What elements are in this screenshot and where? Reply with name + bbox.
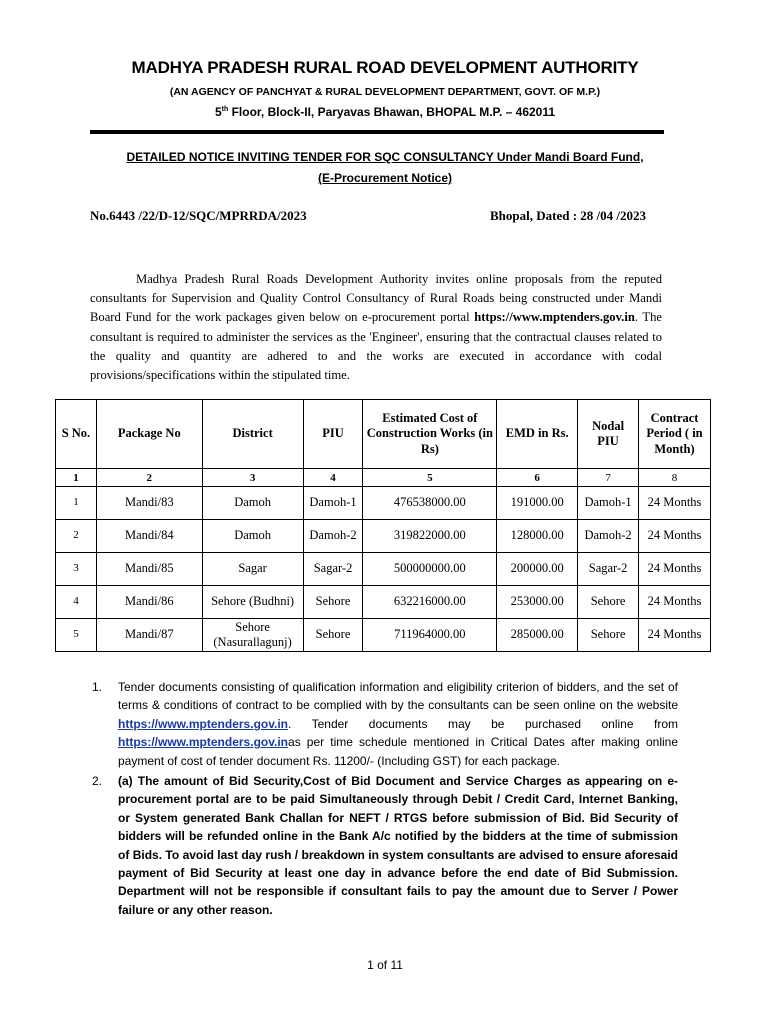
list-item-number: 1.: [92, 680, 103, 694]
tenders-portal-link[interactable]: https://www.mptenders.gov.in: [118, 716, 289, 731]
cell-nodal-piu: Sehore: [578, 619, 639, 652]
table-header-row: [56, 400, 711, 469]
cell-estimated-cost: 476538000.00: [363, 487, 497, 520]
cell-district: Sehore (Budhni): [202, 586, 303, 619]
column-number: 7: [578, 469, 639, 487]
column-number: 5: [363, 469, 497, 487]
notice-title: DETAILED NOTICE INVITING TENDER FOR SQC CONSULTANCY Under Mandi Board Fund,: [126, 150, 644, 164]
header-divider: [90, 130, 664, 134]
header-s-no: S No.: [56, 400, 97, 469]
table-numbering-row: [56, 469, 711, 487]
list-item-number: 2.: [92, 774, 103, 788]
column-number: 8: [639, 469, 711, 487]
list-item-text: [118, 678, 678, 770]
cell-nodal-piu: Sehore: [578, 586, 639, 619]
cell-emd: 285000.00: [497, 619, 578, 652]
reference-number: No.6443 /22/D-12/SQC/MPRRDA/2023: [90, 208, 307, 223]
cell-emd: 200000.00: [497, 553, 578, 586]
cell-s-no: 1: [56, 487, 97, 520]
intro-text-before: Madhya Pradesh Rural Roads Development Authority invites online proposals from the reputed consultants for Supervision and Quality Control Consultancy of Rural Roads being constructed under Mandi Board Fund for the work packages given below on e-procurement portal: [90, 272, 662, 325]
cell-estimated-cost: 711964000.00: [363, 619, 497, 652]
authority-address: [0, 105, 770, 119]
cell-package-no: Mandi/84: [96, 520, 202, 553]
item-text-a: Tender documents consisting of qualification information and eligibility criterion of bidders, and the set of terms & conditions of contract to be complied with by the consultants can be seen online on the website: [118, 680, 678, 713]
table-row: [56, 553, 711, 586]
cell-package-no: Mandi/85: [96, 553, 202, 586]
cell-contract-period: 24 Months: [639, 586, 711, 619]
header-estimated-cost: Estimated Cost of Construction Works (in Rs): [363, 400, 497, 469]
reference-date: Bhopal, Dated : 28 /04 /2023: [489, 208, 646, 223]
cell-piu: Sehore: [303, 619, 363, 652]
intro-text-after: . The consultant is required to administer the services as the 'Engineer', ensuring that the contractual clauses related to the quality and quantity are adhered to and the works are executed in accordance with codal provisions/specifications within the stipulated time.: [90, 310, 662, 383]
intro-portal-link[interactable]: https://www.mptenders.gov.in: [474, 310, 635, 325]
column-number: 2: [96, 469, 202, 487]
address-rest: Floor, Block-II, Paryavas Bhawan, BHOPAL M.P. – 462011: [228, 105, 556, 119]
table-row: [56, 487, 711, 520]
cell-piu: Sagar-2: [303, 553, 363, 586]
table-row: [56, 586, 711, 619]
cell-emd: 253000.00: [497, 586, 578, 619]
cell-estimated-cost: 500000000.00: [363, 553, 497, 586]
cell-district: Sehore (Nasurallagunj): [202, 619, 303, 652]
cell-s-no: 5: [56, 619, 97, 652]
address-floor: 5: [214, 105, 222, 119]
cell-nodal-piu: Damoh-1: [578, 487, 639, 520]
authority-title: MADHYA PRADESH RURAL ROAD DEVELOPMENT AUTHORITY: [131, 58, 639, 77]
cell-nodal-piu: Damoh-2: [578, 520, 639, 553]
cell-district: Damoh: [202, 487, 303, 520]
cell-s-no: 2: [56, 520, 97, 553]
column-number: 1: [56, 469, 97, 487]
header-contract-period: Contract Period ( in Month): [639, 400, 711, 469]
table-row: [56, 520, 711, 553]
tenders-portal-link-2[interactable]: https://www.mptenders.gov.in: [118, 735, 289, 750]
header-piu: PIU: [303, 400, 363, 469]
header-nodal-piu: Nodal PIU: [578, 400, 639, 469]
item-text-b: . Tender documents may be purchased online from: [288, 716, 678, 731]
cell-s-no: 3: [56, 553, 97, 586]
cell-piu: Damoh-2: [303, 520, 363, 553]
cell-contract-period: 24 Months: [639, 553, 711, 586]
intro-paragraph: [90, 270, 662, 385]
table-row: [56, 619, 711, 652]
packages-table: [55, 399, 711, 652]
cell-package-no: Mandi/87: [96, 619, 202, 652]
column-number: 4: [303, 469, 363, 487]
cell-contract-period: 24 Months: [639, 487, 711, 520]
notice-subtitle: (E-Procurement Notice): [317, 171, 453, 185]
cell-piu: Damoh-1: [303, 487, 363, 520]
authority-subtitle: (AN AGENCY OF PANCHYAT & RURAL DEVELOPMENT DEPARTMENT, GOVT. OF M.P.): [169, 86, 601, 98]
cell-emd: 128000.00: [497, 520, 578, 553]
page-number: 1 of 11: [367, 958, 403, 972]
cell-contract-period: 24 Months: [639, 520, 711, 553]
column-number: 6: [497, 469, 578, 487]
cell-estimated-cost: 632216000.00: [363, 586, 497, 619]
column-number: 3: [202, 469, 303, 487]
cell-estimated-cost: 319822000.00: [363, 520, 497, 553]
address-floor-suffix: th: [221, 106, 229, 113]
header-package-no: Package No: [96, 400, 202, 469]
cell-package-no: Mandi/83: [96, 487, 202, 520]
item-text-c: as per time schedule mentioned in Critical Dates after making online payment of cost of tender document Rs. 11200/- (Including GST) for each package.: [118, 735, 678, 768]
cell-district: Damoh: [202, 520, 303, 553]
cell-s-no: 4: [56, 586, 97, 619]
cell-contract-period: 24 Months: [639, 619, 711, 652]
header-district: District: [202, 400, 303, 469]
cell-piu: Sehore: [303, 586, 363, 619]
header-emd: EMD in Rs.: [497, 400, 578, 469]
list-item-text: (a) The amount of Bid Security,Cost of Bid Document and Service Charges as appearing on e-procurement portal are to be paid Simultaneously through Debit / Credit Card, Internet Banking, or System generated Bank Challan for NEFT / RTGS before submission of Bid. Bid Security of bidders will be refunded online in the Bank A/c notified by the bidders at the time of submission of Bids. To avoid last day rush / breakdown in system consultants are advised to ensure aforesaid payment of Bid Security at least one day in advance before the end date of Bid Submission. Department will not be responsible if consultant fails to pay the amount due to Server / Power failure or any other reason.: [118, 774, 678, 917]
cell-emd: 191000.00: [497, 487, 578, 520]
cell-district: Sagar: [202, 553, 303, 586]
cell-package-no: Mandi/86: [96, 586, 202, 619]
cell-nodal-piu: Sagar-2: [578, 553, 639, 586]
